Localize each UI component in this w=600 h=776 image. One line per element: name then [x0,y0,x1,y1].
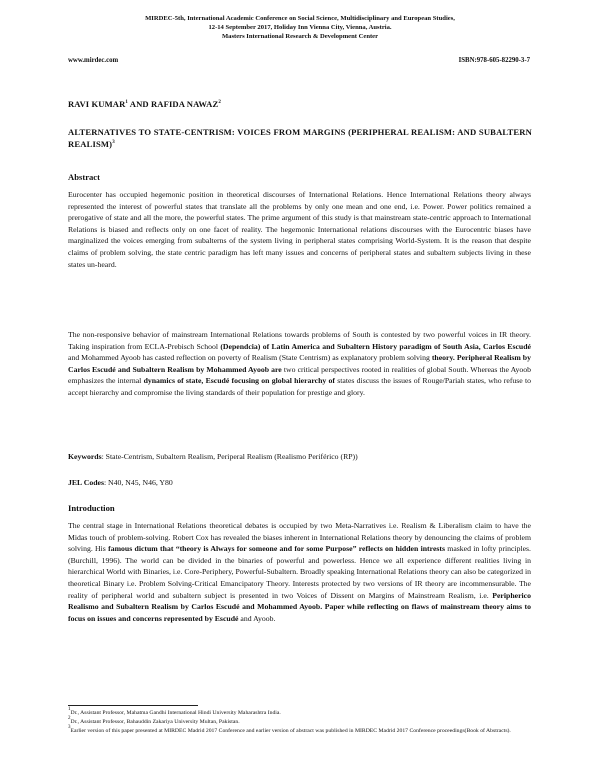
abstract-paragraph-2 [68,329,531,399]
paper-title-text: ALTERNATIVES TO STATE-CENTRISM: VOICES FROM MARGINS (PERIPHERAL REALISM: AND SUBALTERN REALISM) [68,127,532,149]
abstract-p2-text-a: The non-responsive behavior of mainstream International Relations towards problems of South is contested by two powerful voices in IR theory. Taking inspiration from ECLA-Prebisch School [68,330,531,351]
intro-text-c: masked in lofty principles. (Burchill, 1996). The world can be divided in the binaries of powerful and powerless. Hence we all experience different realities living in hierarchical World with Binaries, i.e. Core-Periphery, Powerful-Subaltern. Broadly speaking International Relations theory can also be categorized in theoretical Binary i.e. Problem Solving-Critical Emancipatory Theory. Interests protected by two versions of IR theory are incommensurable. The reality of peripheral world and subaltern subject is presented in two Voices of Dissent on Margins of Mainstream Realism, i.e. [68,544,531,600]
abstract-p2-text-c: and Mohammed Ayoob has casted reflection on poverty of Realism (State Centrism) as explanatory problem solving [68,353,432,363]
author-join: AND [128,99,151,109]
authors [68,99,221,109]
abstract-p2-text-e: two critical perspectives rooted in realities of global South. Whereas the Ayoob emphasizes the internal [68,364,531,386]
author-1-footnote-marker: 1 [125,100,129,105]
footnote-1-text: Dr., Assistant Professor, Mahatma Gandhi International Hindi University Maharashtra India. [70,710,281,716]
website-url[interactable]: www.mirdec.com [68,57,119,64]
footnote-3-marker: 3 [68,725,71,730]
jel-text: : N40, N45, N46, Y80 [103,478,173,487]
keywords-text: : State-Centrism, Subaltern Realism, Periperal Realism (Realismo Periférico (RP)) [101,452,358,461]
conference-header-line-1: MIRDEC-5th, International Academic Conference on Social Science, Multidisciplinary and European Studies, [145,15,455,22]
author-1: RAVI KUMAR [68,99,126,109]
footnote-3 [68,727,532,735]
author-2: RAFIDA NAWAZ [150,99,219,109]
footnote-2-text: Dr., Assistant Professor, Bahauddin Zakariya University Multan, Pakistan. [70,719,240,725]
intro-text-e: and Ayoob. [238,613,276,623]
keywords-label: Keywords [68,452,102,461]
abstract-heading: Abstract [68,172,100,182]
title-footnote-marker: 3 [112,140,115,145]
intro-bold-b: famous dictum that “theory is Always for someone and for some Purpose” reflects on hidden intrests [108,544,445,554]
author-2-footnote-marker: 2 [218,100,221,105]
introduction-paragraph [68,520,531,624]
paper-title [68,126,532,150]
footnote-2 [68,718,532,726]
footnote-divider [68,705,198,706]
abstract-p2-text-g: states discuss the issues of Rouge/Pariah states, who refuse to accept hierarchy and compromise the living standards of their population for prestige and glory. [68,376,531,397]
abstract-p2-bold-f: dynamics of state, Escudé focusing on global hierarchy of [143,376,335,386]
footnote-3-text: Earlier version of this paper presented at MIRDEC Madrid 2017 Conference and earlier version of abstract was published in MIRDEC Madrid 2017 Conference proceedings(Book of Abstracts). [70,728,511,734]
abstract-p2-bold-d: theory. Peripheral Realism by Carlos Escudé and Subaltern Realism by Mohammed Ayoob are [68,353,531,374]
intro-text-a: The central stage in International Relations theoretical debates is occupied by two Meta-Narratives i.e. Realism & Liberalism claim to have the Midas touch of problem-solving. Robert Cox has revealed the biases inherent in International Relations theory by denouncing the claims of problem solving. His [68,521,531,554]
jel-label: JEL Codes [68,478,104,487]
abstract-paragraph-1: Eurocenter has occupied hegemonic position in theoretical discourses of International Relations. Hence International Relations theory always represented the interest of powerful states that translate all the problems by only one mean and one end, i.e. Power. Power politics remained a prerogative of state and all the more, the powerful states. The prime argument of this study is that mainstream state-centric approach to International Relations is biased and reflects only on one facet of reality. The hegemonic International relations discourses with the Eurocentric biases have marginalized the voices emerging from subalterns of the system living in peripheral states comprising World-System. It is the reason that despite claims of problem solving, the state centric paradigm has left many issues and concerns of peripheral states and subaltern subjects living in these states un-heard. [68,190,531,269]
isbn: ISBN:978-605-82290-3-7 [458,57,530,64]
abstract-p2-bold-b: (Dependcia) of Latin America and Subaltern History paradigm of South Asia, Carlos Escudé [220,341,531,351]
footnote-1-marker: 1 [68,707,71,712]
conference-header-line-2: 12-14 September 2017, Holiday Inn Vienna City, Vienna, Austria. [208,24,392,31]
intro-bold-d: Peripherico Realismo and Subaltern Realism by Carlos Escudé and Mohammed Ayoob. Paper while reflecting on flaws of mainstream theory aims to focus on issues and concerns represented by Escudé [68,590,531,623]
footnote-2-marker: 2 [68,716,71,721]
footnote-1 [68,709,532,717]
conference-header-line-3: Masters International Research & Development Center [221,33,379,40]
keywords [68,452,358,461]
introduction-heading: Introduction [68,503,115,513]
jel-codes [68,478,173,487]
